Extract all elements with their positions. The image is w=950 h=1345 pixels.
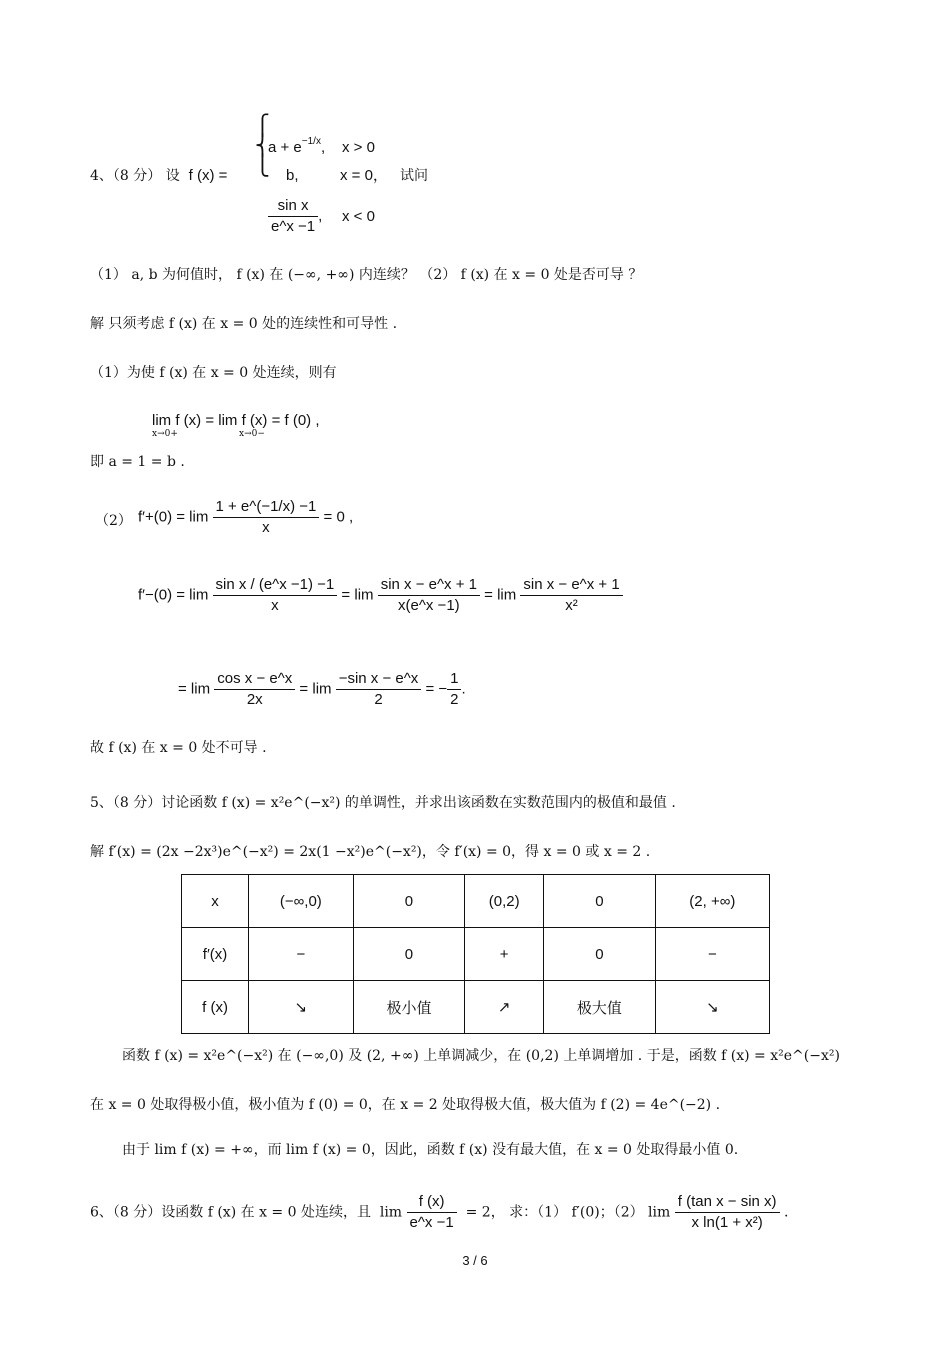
p4-solution-intro: 解 只须考虑 f (x) 在 x = 0 处的连续性和可导性 . [90,316,398,332]
p4-case1: $a + e^{-1/x}$, [268,136,326,156]
table-cell: 0 [353,875,465,928]
p4-tail: 试问 [400,168,428,184]
p4-case3: $\frac{\text{sin x}}{e\^{}x -1}$ , [268,196,322,237]
table-row [182,928,770,981]
p4-step1-eq: lim f (x) = lim f (x) = f (0) , [152,412,320,429]
table-cell: + [465,928,544,981]
brace: ⎧ ⎨ ⎩ [255,113,270,177]
p5-solution: 解 f′(x) = (2x −2x³)e^(−x²) = 2x(1 −x²)e^(−x²)，令 f′(x) = 0，得 x = 0 或 x = 2 . [90,844,651,860]
p4-case2-cond: x = 0， [340,167,388,184]
p6-question: 6、（8 分）设函数 f (x) 在 x = 0 处连续，且 lim $\frac{f (x)}{e\^{}x -1}$ = 2， 求：（1） f′(0)；（2） lim $\frac{\text{f (tan x − sin x)}}{\text{x ln(1 + x²)}}$ . [90,1193,789,1231]
table-cell: 0 [353,928,465,981]
p4-step2c-eq: = lim $\frac{\text{cos x − e\textasciicircum{}x}}{2x}$ = lim $\frac{\text{−sin x − e\textasciicircum{}x}}{2}$ = − $\frac{1}{2}$ . [178,670,466,708]
p4-step2-label: （2） [95,513,132,529]
p4-case3-cond: x < 0 [342,208,375,225]
p5-head: 5、（8 分）讨论函数 f (x) = x²e^(−x²) 的单调性，并求出该函数在实数范围内的极值和最值 . [90,795,676,811]
p4-step1-result: 即 a = 1 = b . [90,454,185,470]
p4-head: 4、（8 分） 设 f (x) = [90,167,228,184]
table-cell: 极小值 [353,981,465,1034]
table-cell: (0,2) [465,875,544,928]
table-cell: x [182,875,249,928]
monotonicity-table [181,874,770,1034]
p5-line2: 在 x = 0 处取得极小值，极小值为 f (0) = 0，在 x = 2 处取得极大值，极大值为 f (2) = 4e^(−2) . [90,1097,721,1113]
table-cell: ↘ [249,981,354,1034]
p4-step2b-eq: f′−(0) = lim $\frac{\text{sin x / (e\textasciicircum{}x −1) −1}}{x}$ = lim $\frac{\text{sin x − e\textasciicircum{}x + 1}}{x(e\^{}x -1)}$ = lim $\frac{\text{sin x − e\textasciicircum{}x + 1}}{\text{x²}}$ [138,575,623,616]
p4-case2: b, [286,167,299,184]
table-cell: f′(x) [182,928,249,981]
table-cell: − [655,928,769,981]
table-cell: f (x) [182,981,249,1034]
p5-line3: 由于 lim f (x) = +∞，而 lim f (x) = 0，因此，函数 f (x) 没有最大值，在 x = 0 处取得最小值 0. [122,1142,739,1158]
table-cell: − [249,928,354,981]
table-cell: 0 [544,928,656,981]
table-cell: (2, +∞) [655,875,769,928]
lim-sub: x→0− [239,429,265,439]
lim-sub: x→0+ [152,429,178,439]
p4-step1: （1）为使 f (x) 在 x = 0 处连续，则有 [90,365,337,381]
table-cell: (−∞,0) [249,875,354,928]
p4-conclusion: 故 f (x) 在 x = 0 处不可导 . [90,740,267,756]
table-cell: ↗ [465,981,544,1034]
table-cell: 0 [544,875,656,928]
table-row [182,875,770,928]
page-number: 3 / 6 [462,1253,488,1268]
p4-step2-eq: f′+(0) = lim $\frac{1 + e\^{}(-1/x) -1}{x}$ = 0 , [138,498,354,536]
table-cell: ↘ [655,981,769,1034]
table-cell: 极大值 [544,981,656,1034]
p5-line1: 函数 f (x) = x²e^(−x²) 在 (−∞,0) 及 (2, +∞) 上单调减少，在 (0,2) 上单调增加 . 于是，函数 f (x) = x²e^(−x²) [122,1048,840,1064]
p4-case1-cond: x > 0 [342,139,375,156]
p4-question: （1） a, b 为何值时， f (x) 在 (−∞, +∞) 内连续？ （2） f (x) 在 x = 0 处是否可导 ？ [90,267,643,283]
table-row [182,981,770,1034]
